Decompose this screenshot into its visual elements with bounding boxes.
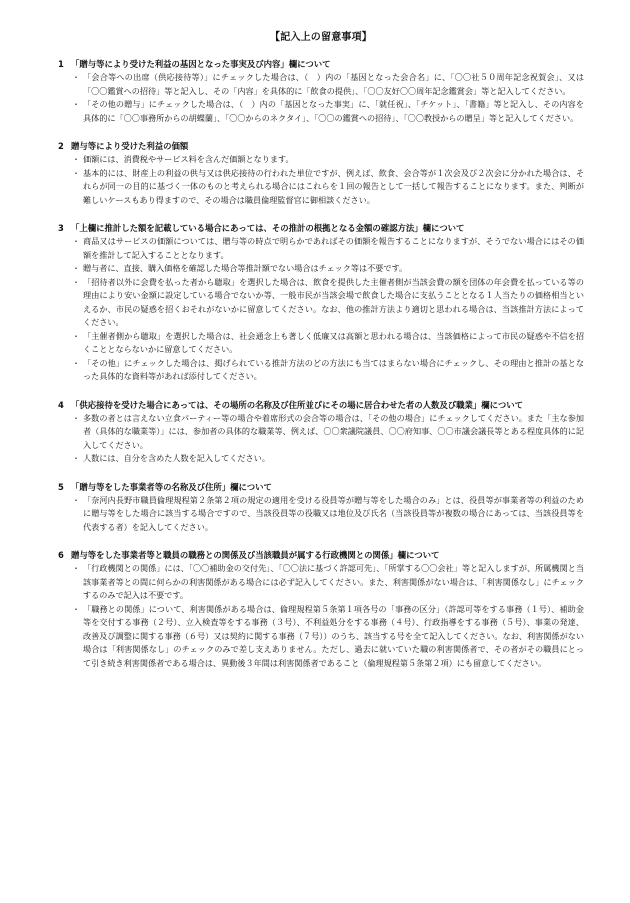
section-heading	[58, 58, 584, 71]
section-5	[58, 481, 584, 535]
bullet-list	[58, 71, 584, 125]
section-number: 1	[58, 59, 64, 69]
section-heading	[58, 399, 584, 412]
section-heading	[58, 140, 584, 153]
section-3	[58, 222, 584, 384]
section-1	[58, 58, 584, 125]
bullet-item: ・ 多数の者とは言えない立食パーティー等の場合や着席形式の会合等の場合は、「その他の場合」にチェックしてください。また「主な参加者（具体的な職業等）」には、参加者の具体的な職業等、例えば、〇〇衆議院議員、〇〇府知事、〇〇市議会議長等とある程度具体的に記入してください。	[74, 412, 584, 453]
bullet-item: ・ 基本的には、財産上の利益の供与又は供応接待の行われた単位ですが、例えば、飲食、会合等が１次会及び２次会に分かれた場合は、それらが同一の目的に基づく一体のものと考えられる場合にはこれらを１回の報告として一括して報告することになります。また、判断が難しいケースもあり得ますので、その場合は職員倫理監督官に御相談ください。	[74, 167, 584, 208]
bullet-item: ・ 「招待者以外に会費を払った者から聴取」を選択した場合は、飲食を提供した主催者側が当該会費の額を団体の年会費を払っている等の理由により安い金額に設定している場合でないか等、一般市民が当該会場で飲食した場合に支払うこととなる１人当たりの価格相当といえるか、市民の疑惑を招くおそれがないかに留意してください。なお、他の推計方法より適切と思われる場合は、当該推計方法によってください。	[74, 276, 584, 330]
bullet-item: ・ 「会合等への出席（供応接待等）」にチェックした場合は、（ ）内の「基因となった会合名」に、「〇〇社５０周年記念祝賀会」、又は「〇〇鑑賞への招待」等と記入し、その「内容」を具体的に「飲食の提供」、「〇〇友好〇〇周年記念鑑賞会」等と記入してください。	[74, 71, 584, 98]
bullet-item: ・ 「職務との関係」について、利害関係がある場合は、倫理規程第５条第１項各号の「事務の区分」（許認可等をする事務（１号）、補助金等を交付する事務（２号）、立入検査等をする事務（３号）、不利益処分をする事務（４号）、行政指導をする事務（５号）、事業の発達、改善及び調整に関する事務（６号）又は契約に関する事務（７号））のうち、該当する号を全て記入してください。なお、利害関係がない場合は「利害関係なし」のチェックのみで差し支えありません。ただし、過去に就いていた職の利害関係者で、その者がその職員にとって引き続き利害関係者である場合は、異動後３年間は利害関係者であること（倫理規程第５条第２項）にも留意してください。	[74, 603, 584, 671]
section-title: 「供応接待を受けた場合にあっては、その場所の名称及び住所並びにその場に居合わせた者の人数及び職業」欄について	[71, 399, 523, 410]
section-heading	[58, 549, 584, 562]
bullet-list	[58, 562, 584, 670]
section-number: 5	[58, 481, 64, 492]
bullet-item: ・ 「主催者側から聴取」を選択した場合は、社会通念上も著しく低廉又は高額と思われる場合は、当該価格によって市民の疑惑や不信を招くこととならないかに留意してください。	[74, 330, 584, 357]
section-title: 「贈与等により受けた利益の基因となった事実及び内容」欄について	[71, 59, 331, 69]
section-heading	[58, 481, 584, 494]
bullet-item: ・ 「奈河内長野市職員倫理規程第２条第２項の規定の適用を受ける役員等が贈与等をした場合のみ」とは、役員等が事業者等の利益のために贈与等をした場合に該当する場合ですので、当該役員等の役職又は地位及び氏名（当該役員等が複数の場合にあっては、当該役員等を代表する者）を記入してください。	[74, 494, 584, 535]
bullet-item: ・ 贈与者に、直接、購入価格を確認した場合等推計額でない場合はチェック等は不要です。	[74, 262, 584, 276]
bullet-list	[58, 153, 584, 207]
section-title: 贈与等をした事業者等と職員の職務との関係及び当該職員が属する行政機関との関係」欄について	[71, 550, 440, 560]
section-title: 「贈与等をした事業者等の名称及び住所」欄について	[71, 481, 272, 492]
bullet-list	[58, 412, 584, 466]
bullet-list	[58, 494, 584, 535]
bullet-list	[58, 235, 584, 384]
section-4	[58, 399, 584, 466]
section-number: 2	[58, 141, 64, 151]
section-number: 3	[58, 223, 64, 233]
bullet-item: ・ 「その他の贈与」にチェックした場合は、（ ）内の「基因となった事実」に、「就任祝」、「チケット」、「書籍」等と記入し、その内容を具体的に「〇〇事務所からの胡蝶蘭」、「〇〇からのネクタイ」、「〇〇の鑑賞への招待」、「〇〇教授からの贈呈」等と記入してください。	[74, 98, 584, 125]
section-heading	[58, 222, 584, 235]
section-title: 贈与等により受けた利益の価額	[71, 141, 189, 151]
bullet-item: ・ 商品又はサービスの価額については、贈与等の時点で明らかであればその価額を報告することになりますが、そうでない場合にはその価額を推計して記入することとなります。	[74, 235, 584, 262]
section-2	[58, 140, 584, 207]
bullet-item: ・ 「その他」にチェックした場合は、掲げられている推計方法のどの方法にも当てはまらない場合にチェックし、その理由と推計の基となった具体的な資料等があれば添付してください。	[74, 357, 584, 384]
bullet-item: ・ 価額には、消費税やサービス料を含んだ価額となります。	[74, 153, 584, 167]
section-number: 6	[58, 550, 64, 560]
bullet-item: ・ 人数には、自分を含めた人数を記入してください。	[74, 452, 584, 466]
section-number: 4	[58, 399, 64, 410]
document-title: 【記入上の留意事項】	[270, 32, 372, 43]
section-6	[58, 549, 584, 670]
bullet-item: ・ 「行政機関との関係」には、「〇〇補助金の交付先」、「〇〇法に基づく許認可先」、「所掌する〇〇会社」等と記入しますが、所属機関と当該事業者等との間に何らかの利害関係がある場合には必ず記入してください。また、利害関係がない場合は、「利害関係なし」にチェックするのみで記入は不要です。	[74, 562, 584, 603]
section-title: 「上欄に推計した額を記載している場合にあっては、その推計の根拠となる金額の確認方法」欄について	[71, 223, 465, 233]
